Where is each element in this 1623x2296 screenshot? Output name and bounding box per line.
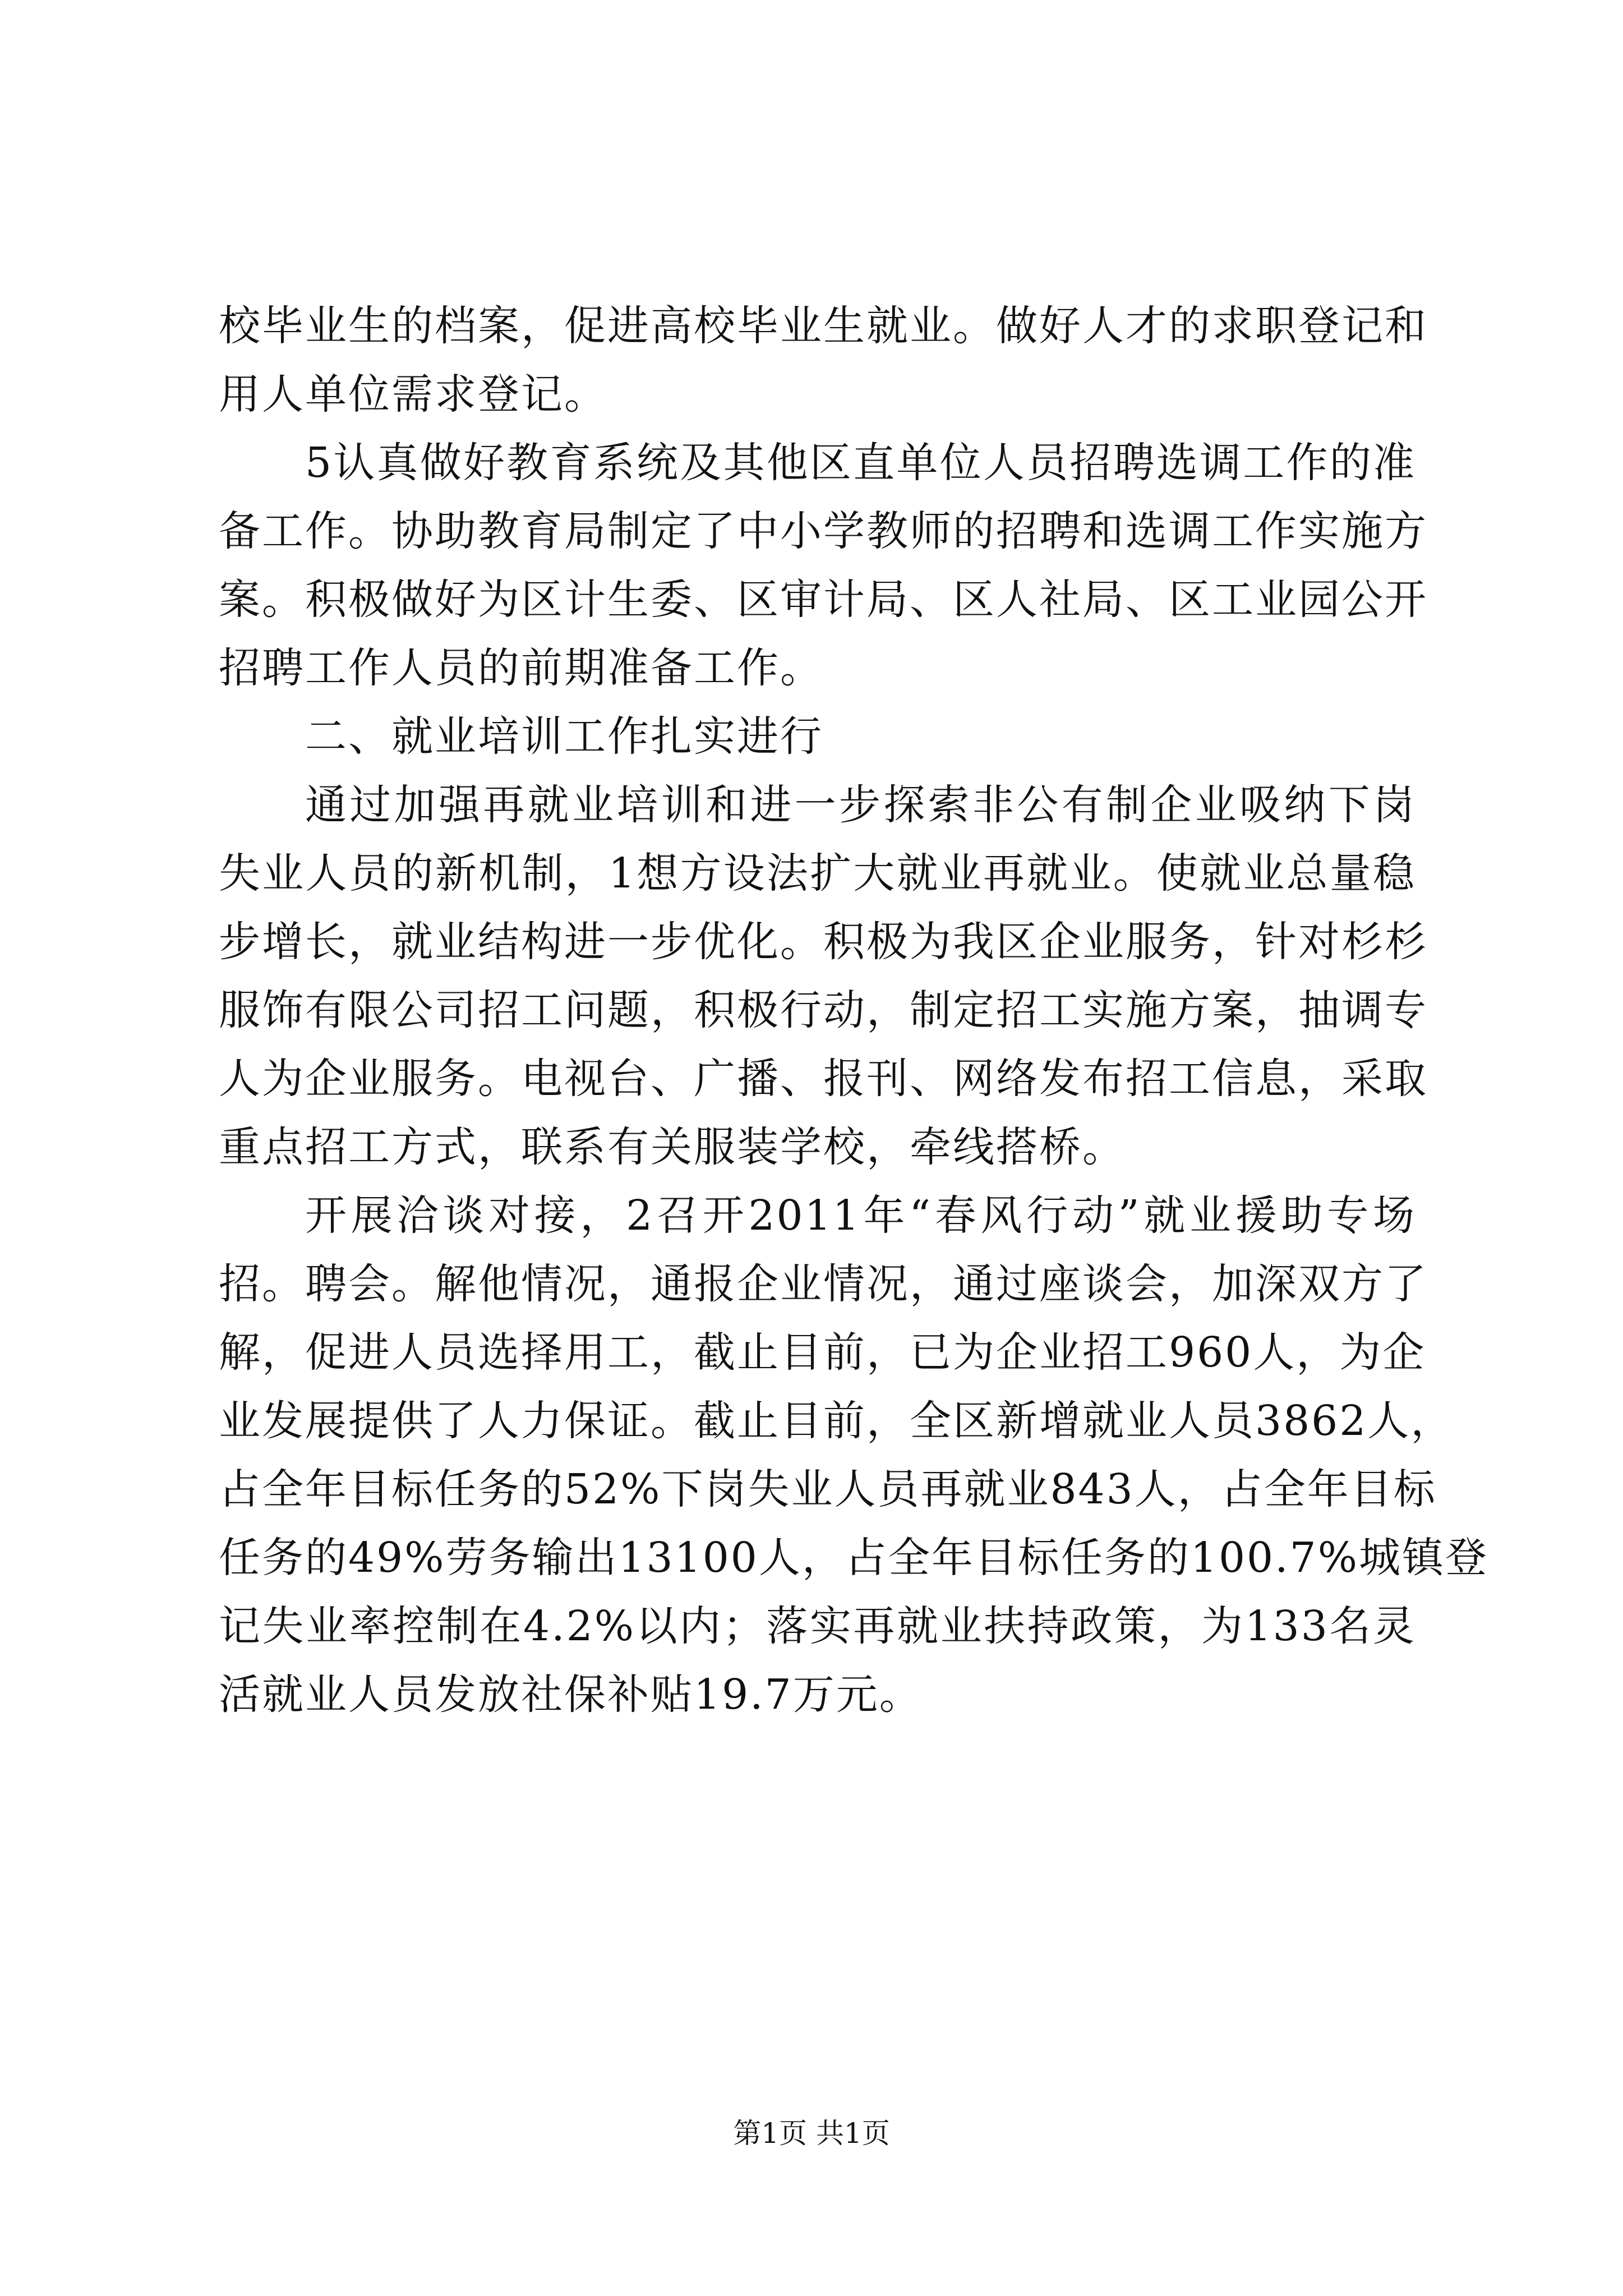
body-line: 校毕业生的档案，促进高校毕业生就业。做好人才的求职登记和 xyxy=(219,302,1428,350)
body-line: 占全年目标任务的52%下岗失业人员再就业843人，占全年目标 xyxy=(219,1465,1437,1513)
body-line: 重点招工方式，联系有关服装学校，牵线搭桥。 xyxy=(219,1123,1126,1171)
paragraph-start-line: 开展洽谈对接，2召开2011年“春风行动”就业援助专场 xyxy=(305,1191,1416,1240)
body-line: 用人单位需求登记。 xyxy=(219,370,607,418)
document-body xyxy=(219,292,1489,1729)
body-line: 失业人员的新机制，1想方设法扩大就业再就业。使就业总量稳 xyxy=(219,849,1416,898)
body-line: 步增长，就业结构进一步优化。积极为我区企业服务，针对杉杉 xyxy=(219,918,1428,966)
body-line: 备工作。协助教育局制定了中小学教师的招聘和选调工作实施方 xyxy=(219,507,1428,555)
body-line: 活就业人员发放社保补贴19.7万元。 xyxy=(219,1671,923,1719)
body-line: 任务的49%劳务输出13100人，占全年目标任务的100.7%城镇登 xyxy=(219,1534,1489,1582)
paragraph-start-line: 5认真做好教育系统及其他区直单位人员招聘选调工作的准 xyxy=(305,439,1416,487)
paragraph-start-line: 通过加强再就业培训和进一步探索非公有制企业吸纳下岗 xyxy=(305,781,1416,829)
page-number-footer: 第1页 共1页 xyxy=(733,2117,890,2150)
body-line: 人为企业服务。电视台、广播、报刊、网络发布招工信息，采取 xyxy=(219,1055,1428,1103)
body-line: 招聘工作人员的前期准备工作。 xyxy=(219,644,823,692)
body-line: 案。积极做好为区计生委、区审计局、区人社局、区工业园公开 xyxy=(219,576,1428,624)
body-line: 招。聘会。解他情况，通报企业情况，通过座谈会，加深双方了 xyxy=(219,1260,1428,1308)
section-heading: 二、就业培训工作扎实进行 xyxy=(305,712,823,761)
body-line: 业发展提供了人力保证。截止目前，全区新增就业人员3862人， xyxy=(219,1397,1454,1445)
body-line: 解，促进人员选择用工，截止目前，已为企业招工960人，为企 xyxy=(219,1328,1426,1377)
body-line: 记失业率控制在4.2%以内；落实再就业扶持政策，为133名灵 xyxy=(219,1602,1416,1650)
body-line: 服饰有限公司招工问题，积极行动，制定招工实施方案，抽调专 xyxy=(219,986,1428,1034)
